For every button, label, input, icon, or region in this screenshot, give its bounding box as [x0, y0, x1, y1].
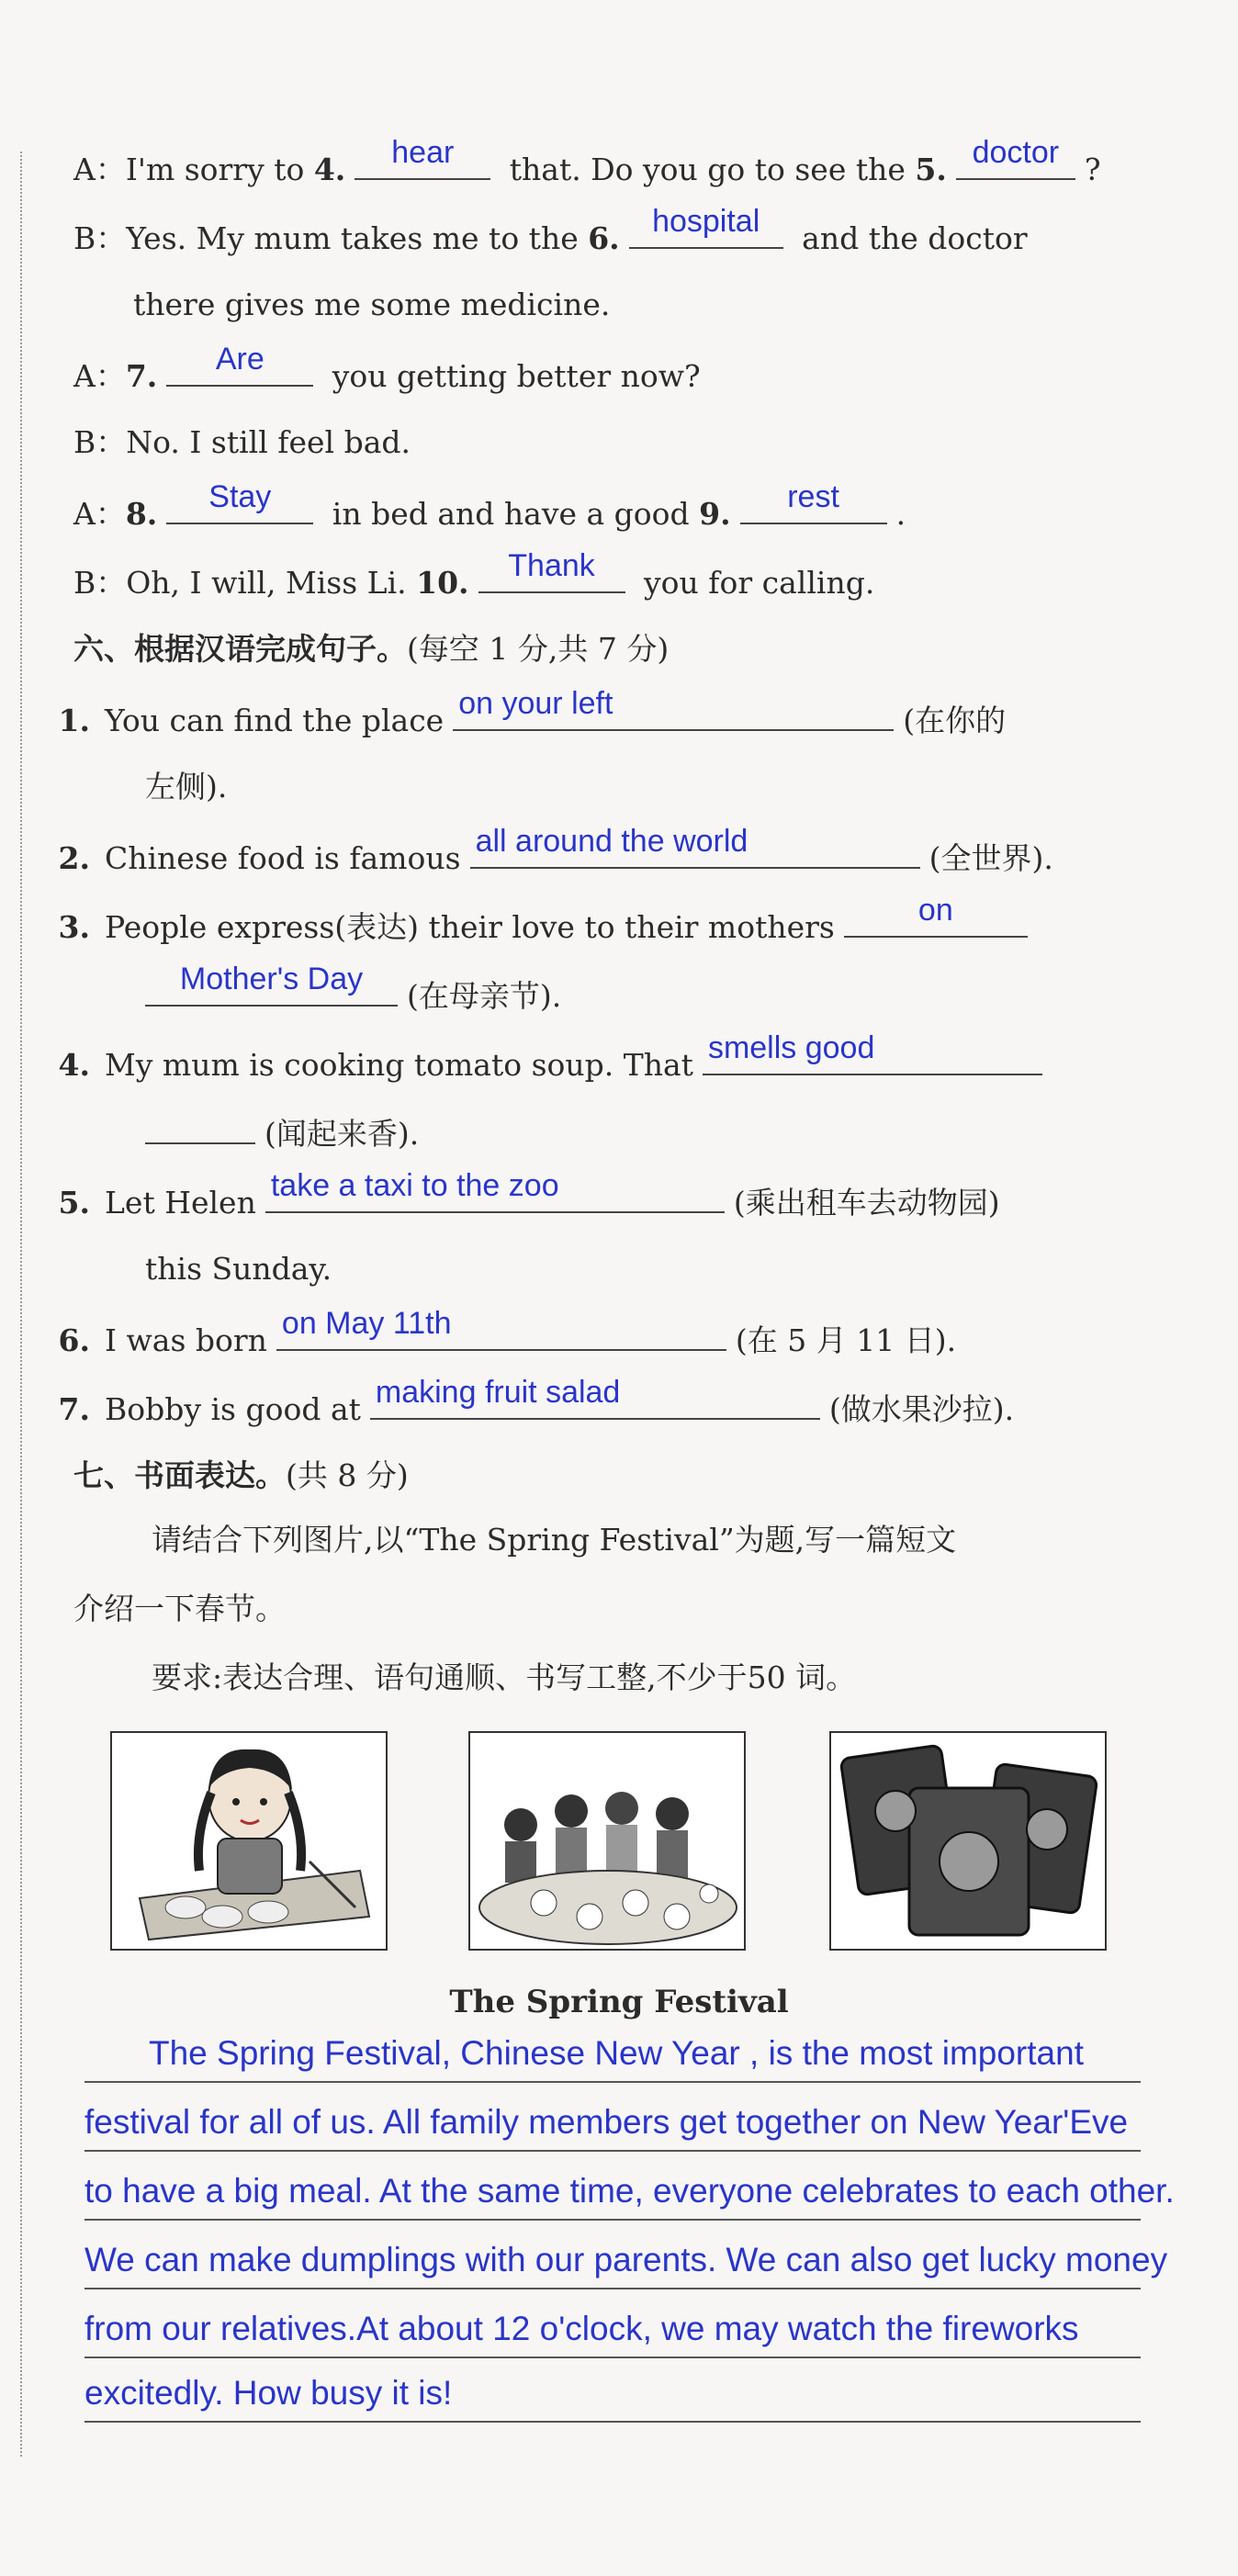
- instruction-line-2: [73, 1589, 286, 1629]
- question-text: this Sunday.: [145, 1251, 332, 1287]
- essay-line-2: festival for all of us. All family members get together on New Year'Eve: [84, 2098, 1141, 2152]
- essay-title: The Spring Festival: [449, 1984, 789, 2020]
- section-heading: 六、根据汉语完成句子。: [73, 631, 407, 667]
- answer-text: Mother's Day: [179, 962, 364, 996]
- dialogue-line-3: [133, 285, 610, 325]
- dialogue-line-1: [73, 135, 1101, 190]
- answer-blank: [265, 1168, 725, 1213]
- question-5-cont: [145, 1249, 332, 1289]
- question-text: People express(表达) their love to their mothers: [105, 909, 835, 945]
- blank-number: 10.: [416, 565, 469, 601]
- dialogue-text: that. Do you go to see the: [500, 152, 916, 187]
- answer-blank: [844, 893, 1028, 938]
- question-text: Chinese food is famous: [105, 840, 461, 876]
- blank-number: 7.: [125, 358, 158, 394]
- essay-line-3: to have a big meal. At the same time, everyone celebrates to each other.: [84, 2167, 1141, 2221]
- instruction-line-1: [152, 1520, 956, 1560]
- essay-line-5: from our relatives.At about 12 o'clock, we may watch the fireworks: [84, 2305, 1141, 2358]
- question-number: 7.: [58, 1391, 90, 1427]
- question-text: My mum is cooking tomato soup. That: [105, 1047, 693, 1083]
- answer-7: Are: [215, 342, 264, 377]
- dialogue-line-5: [73, 422, 411, 463]
- answer-text: on May 11th: [281, 1306, 452, 1341]
- question-1: [37, 686, 1007, 741]
- chinese-hint: (乘出租车去动物园): [733, 1185, 1000, 1221]
- question-text: Bobby is good at: [105, 1391, 361, 1427]
- chinese-hint: (做水果沙拉).: [828, 1391, 1015, 1427]
- answer-10: Thank: [508, 548, 595, 583]
- blank-4: [355, 135, 490, 180]
- question-3: [37, 893, 1037, 948]
- answer-blank: [145, 962, 398, 1007]
- dialogue-text: and the doctor: [792, 220, 1028, 256]
- question-number: 4.: [58, 1047, 90, 1083]
- blank-10: [478, 548, 625, 593]
- blank-5: [956, 135, 1075, 180]
- answer-4: hear: [391, 135, 455, 170]
- chinese-hint: (在 5 月 11 日).: [735, 1322, 957, 1358]
- family-dinner-image: [468, 1731, 746, 1951]
- question-3-cont: [145, 962, 562, 1017]
- red-envelopes-image: [829, 1731, 1107, 1951]
- dialogue-line-4: [73, 342, 701, 397]
- dialogue-text: B：Oh, I will, Miss Li.: [73, 565, 417, 601]
- dialogue-text: A：I'm sorry to: [73, 152, 314, 187]
- answer-blank-cont: [145, 1111, 255, 1144]
- answer-text: all around the world: [475, 824, 748, 859]
- question-number: 1.: [58, 703, 90, 738]
- essay-line-6: excitedly. How busy it is!: [84, 2369, 1141, 2423]
- dialogue-text: B：Yes. My mum takes me to the: [73, 220, 589, 256]
- instruction-text: 请结合下列图片,以“The Spring Festival”为题,写一篇短文: [152, 1522, 957, 1558]
- chinese-hint: (全世界).: [928, 840, 1053, 876]
- section-7-title: [73, 1456, 409, 1496]
- answer-text: making fruit salad: [375, 1375, 621, 1410]
- dialogue-line-7: [73, 548, 875, 603]
- question-number: 6.: [58, 1322, 90, 1358]
- question-number: 3.: [58, 909, 90, 945]
- question-text: I was born: [105, 1322, 267, 1358]
- family-dinner-illustration: [470, 1733, 744, 1949]
- dialogue-text: B：No. I still feel bad.: [73, 424, 411, 460]
- section-6-title: [73, 629, 669, 669]
- dialogue-text: there gives me some medicine.: [133, 287, 611, 322]
- blank-number: 4.: [313, 152, 346, 187]
- blank-number: 9.: [699, 496, 731, 532]
- dialogue-text: in bed and have a good: [322, 496, 700, 532]
- question-1-cont: [145, 767, 227, 807]
- dialogue-text: ?: [1084, 152, 1101, 187]
- dialogue-text: A：: [73, 358, 126, 394]
- instruction-line-3: [152, 1658, 856, 1698]
- blank-6: [629, 204, 783, 249]
- answer-text: on your left: [458, 686, 613, 721]
- question-number: 2.: [58, 840, 90, 876]
- question-6: [37, 1306, 957, 1361]
- chinese-hint: (在你的: [903, 703, 1007, 738]
- answer-blank: [370, 1375, 820, 1420]
- answer-5: doctor: [972, 135, 1060, 170]
- answer-blank: [470, 824, 920, 869]
- dialogue-line-6: [73, 479, 906, 534]
- instruction-text: 介绍一下春节。: [73, 1591, 286, 1626]
- red-envelopes-illustration: [831, 1733, 1105, 1949]
- chinese-hint: (闻起来香).: [264, 1116, 420, 1152]
- answer-9: rest: [787, 479, 839, 514]
- question-4-cont: [145, 1111, 419, 1154]
- chinese-hint: (在母亲节).: [407, 978, 562, 1014]
- question-2: [37, 824, 1053, 879]
- blank-number: 6.: [588, 220, 620, 256]
- answer-text: on: [917, 893, 953, 928]
- answer-8: Stay: [208, 479, 272, 514]
- chinese-hint: 左侧).: [145, 769, 228, 804]
- answer-blank: [453, 686, 894, 731]
- answer-blank: [703, 1030, 1042, 1075]
- blank-9: [740, 479, 887, 524]
- question-number: 5.: [58, 1185, 90, 1221]
- answer-text: smells good: [707, 1030, 875, 1065]
- answer-blank: [276, 1306, 726, 1351]
- girl-dumplings-illustration: [112, 1733, 386, 1949]
- margin-dotted-line: [20, 152, 22, 2457]
- essay-line-4: We can make dumplings with our parents. We can also get lucky money: [84, 2236, 1141, 2289]
- section-score: (共 8 分): [286, 1457, 409, 1493]
- question-text: You can find the place: [105, 703, 445, 738]
- girl-making-dumplings-image: [110, 1731, 388, 1951]
- dialogue-text: A：: [73, 496, 126, 532]
- section-heading: 七、书面表达。: [73, 1457, 286, 1493]
- answer-6: hospital: [652, 204, 760, 239]
- dialogue-text: you getting better now?: [322, 358, 701, 394]
- essay-line-1: The Spring Festival, Chinese New Year , is the most important: [84, 2030, 1141, 2083]
- dialogue-line-2: [73, 204, 1028, 259]
- question-text: Let Helen: [105, 1185, 256, 1221]
- question-5: [37, 1168, 1000, 1223]
- blank-8: [166, 479, 313, 524]
- blank-number: 8.: [125, 496, 158, 532]
- answer-text: take a taxi to the zoo: [270, 1168, 559, 1203]
- question-7: [37, 1375, 1015, 1430]
- question-4: [37, 1030, 1052, 1086]
- dialogue-text: .: [895, 496, 906, 532]
- instruction-text: 要求:表达合理、语句通顺、书写工整,不少于50 词。: [152, 1659, 857, 1695]
- section-score: (每空 1 分,共 7 分): [407, 631, 670, 667]
- dialogue-text: you for calling.: [634, 565, 875, 601]
- blank-number: 5.: [915, 152, 947, 187]
- blank-7: [166, 342, 313, 387]
